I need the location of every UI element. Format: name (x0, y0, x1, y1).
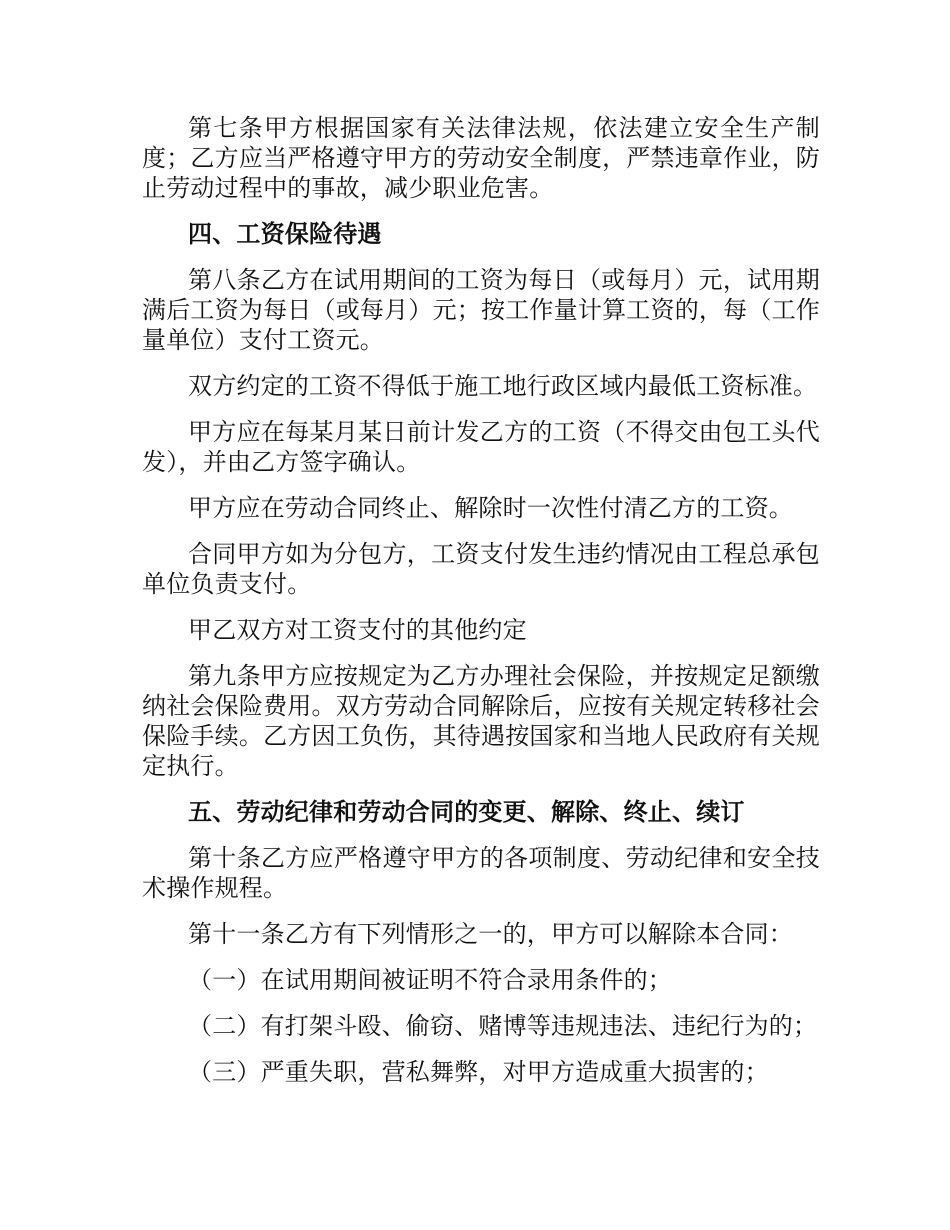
list-item: （一）在试用期间被证明不符合录用条件的； (188, 966, 672, 994)
subcontractor-wage-paragraph: 合同甲方如为分包方，工资支付发生违约情况由工程总承包单位负责支付。 (142, 540, 820, 598)
wage-payment-date-paragraph: 甲方应在每某月某日前计发乙方的工资（不得交由包工头代发），并由乙方签字确认。 (142, 418, 820, 476)
list-item: （二）有打架斗殴、偷窃、赌博等违规违法、违纪行为的； (188, 1012, 818, 1040)
section-5-heading: 五、劳动纪律和劳动合同的变更、解除、终止、续订 (188, 797, 745, 826)
wage-settlement-paragraph: 甲方应在劳动合同终止、解除时一次性付清乙方的工资。 (188, 494, 793, 522)
article-7-paragraph: 第七条甲方根据国家有关法律法规，依法建立安全生产制度；乙方应当严格遵守甲方的劳动安全制度，严禁违章作业，防止劳动过程中的事故，减少职业危害。 (142, 114, 820, 202)
list-item: （三）严重失职，营私舞弊，对甲方造成重大损害的； (188, 1058, 769, 1086)
article-11-paragraph: 第十一条乙方有下列情形之一的，甲方可以解除本合同： (188, 920, 793, 948)
other-wage-agreement-paragraph: 甲乙双方对工资支付的其他约定 (188, 616, 527, 644)
section-4-heading: 四、工资保险待遇 (188, 219, 382, 248)
minimum-wage-paragraph: 双方约定的工资不得低于施工地行政区域内最低工资标准。 (188, 372, 818, 400)
article-9-paragraph: 第九条甲方应按规定为乙方办理社会保险，并按规定足额缴纳社会保险费用。双方劳动合同解除后，应按有关规定转移社会保险手续。乙方因工负伤，其待遇按国家和当地人民政府有关规定执行。 (142, 662, 820, 780)
article-10-paragraph: 第十条乙方应严格遵守甲方的各项制度、劳动纪律和安全技术操作规程。 (142, 844, 820, 902)
document-page (142, 113, 820, 1103)
article-8-paragraph: 第八条乙方在试用期间的工资为每日（或每月）元，试用期满后工资为每日（或每月）元；按工作量计算工资的，每（工作量单位）支付工资元。 (142, 266, 820, 354)
